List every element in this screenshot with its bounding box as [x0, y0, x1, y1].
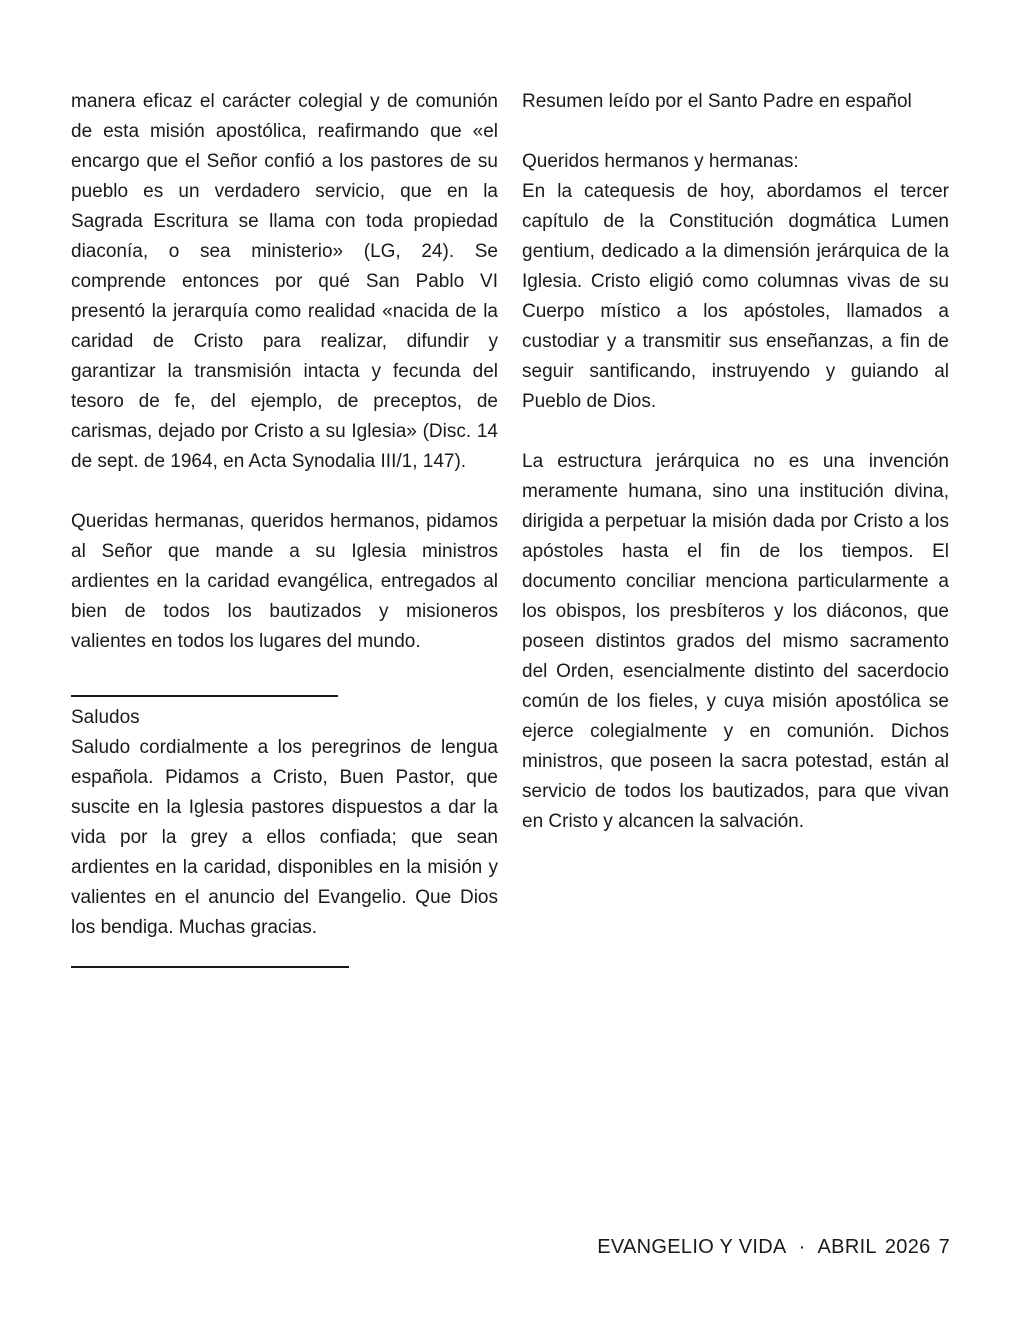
end-divider [71, 966, 349, 968]
paragraph-spacer [522, 117, 949, 147]
publication-name: EVANGELIO Y VIDA [597, 1236, 787, 1258]
issue-month: ABRIL [817, 1236, 877, 1258]
greetings-heading: Saludos [71, 707, 140, 728]
page-footer [597, 1236, 950, 1259]
paragraph-spacer [522, 417, 949, 447]
page-number: 7 [938, 1236, 950, 1258]
salutation: Queridos hermanos y hermanas: [522, 151, 799, 172]
right-column [522, 87, 949, 837]
left-paragraph-3: Saludo cordialmente a los peregrinos de lengua española. Pidamos a Cristo, Buen Pastor, que suscite en la Iglesia pastores dispuestos a dar la vida por la grey a ellos confiada; que sean ardientes en la caridad, disponibles en la misión y valientes en el anuncio del Evangelio. Que Dios los bendiga. Muchas gracias. [71, 737, 498, 938]
footer-separator: · [798, 1236, 806, 1258]
right-paragraph-1: En la catequesis de hoy, abordamos el tercer capítulo de la Constitución dogmática Lumen gentium, dedicado a la dimensión jerárquica de la Iglesia. Cristo eligió como columnas vivas de su Cuerpo místico a los apóstoles, llamados a custodiar y a transmitir sus enseñanzas, a fin de seguir santificando, instruyendo y guiando al Pueblo de Dios. [522, 181, 949, 412]
left-paragraph-2: Queridas hermanas, queridos hermanos, pidamos al Señor que mande a su Iglesia ministros ardientes en la caridad evangélica, entregados al bien de todos los bautizados y misioneros valientes en todos los lugares del mundo. [71, 511, 498, 652]
issue-year: 2026 [884, 1236, 931, 1258]
right-paragraph-2: La estructura jerárquica no es una invención meramente humana, sino una institución divina, dirigida a perpetuar la misión dada por Cristo a los apóstoles hasta el fin de los tiempos. El documento conciliar menciona particularmente a los obispos, los presbíteros y los diáconos, que poseen distintos grados del mismo sacramento del Orden, esencialmente distinto del sacerdocio común de los fieles, y cuya misión apostólica se ejerce colegialmente y en comunión. Dichos ministros, que poseen la sacra potestad, están al servicio de todos los bautizados, para que vivan en Cristo y alcancen la salvación. [522, 451, 949, 832]
paragraph-spacer [71, 477, 498, 507]
left-paragraph-1: manera eficaz el carácter colegial y de comunión de esta misión apostólica, reafirmando que «el encargo que el Señor confió a los pastores de su pueblo es un verdadero servicio, que en la Sagrada Escritura se llama con toda propiedad diaconía, o sea ministerio» (LG, 24). Se comprende entonces por qué San Pablo VI presentó la jerarquía como realidad «nacida de la caridad de Cristo para realizar, difundir y garantizar la transmisión intacta y fecunda del tesoro de fe, del ejemplo, de preceptos, de carismas, dejado por Cristo a su Iglesia» (Disc. 14 de sept. de 1964, en Acta Synodalia III/1, 147). [71, 91, 498, 472]
left-column [71, 87, 498, 968]
section-divider [71, 695, 338, 697]
summary-heading: Resumen leído por el Santo Padre en español [522, 91, 912, 112]
